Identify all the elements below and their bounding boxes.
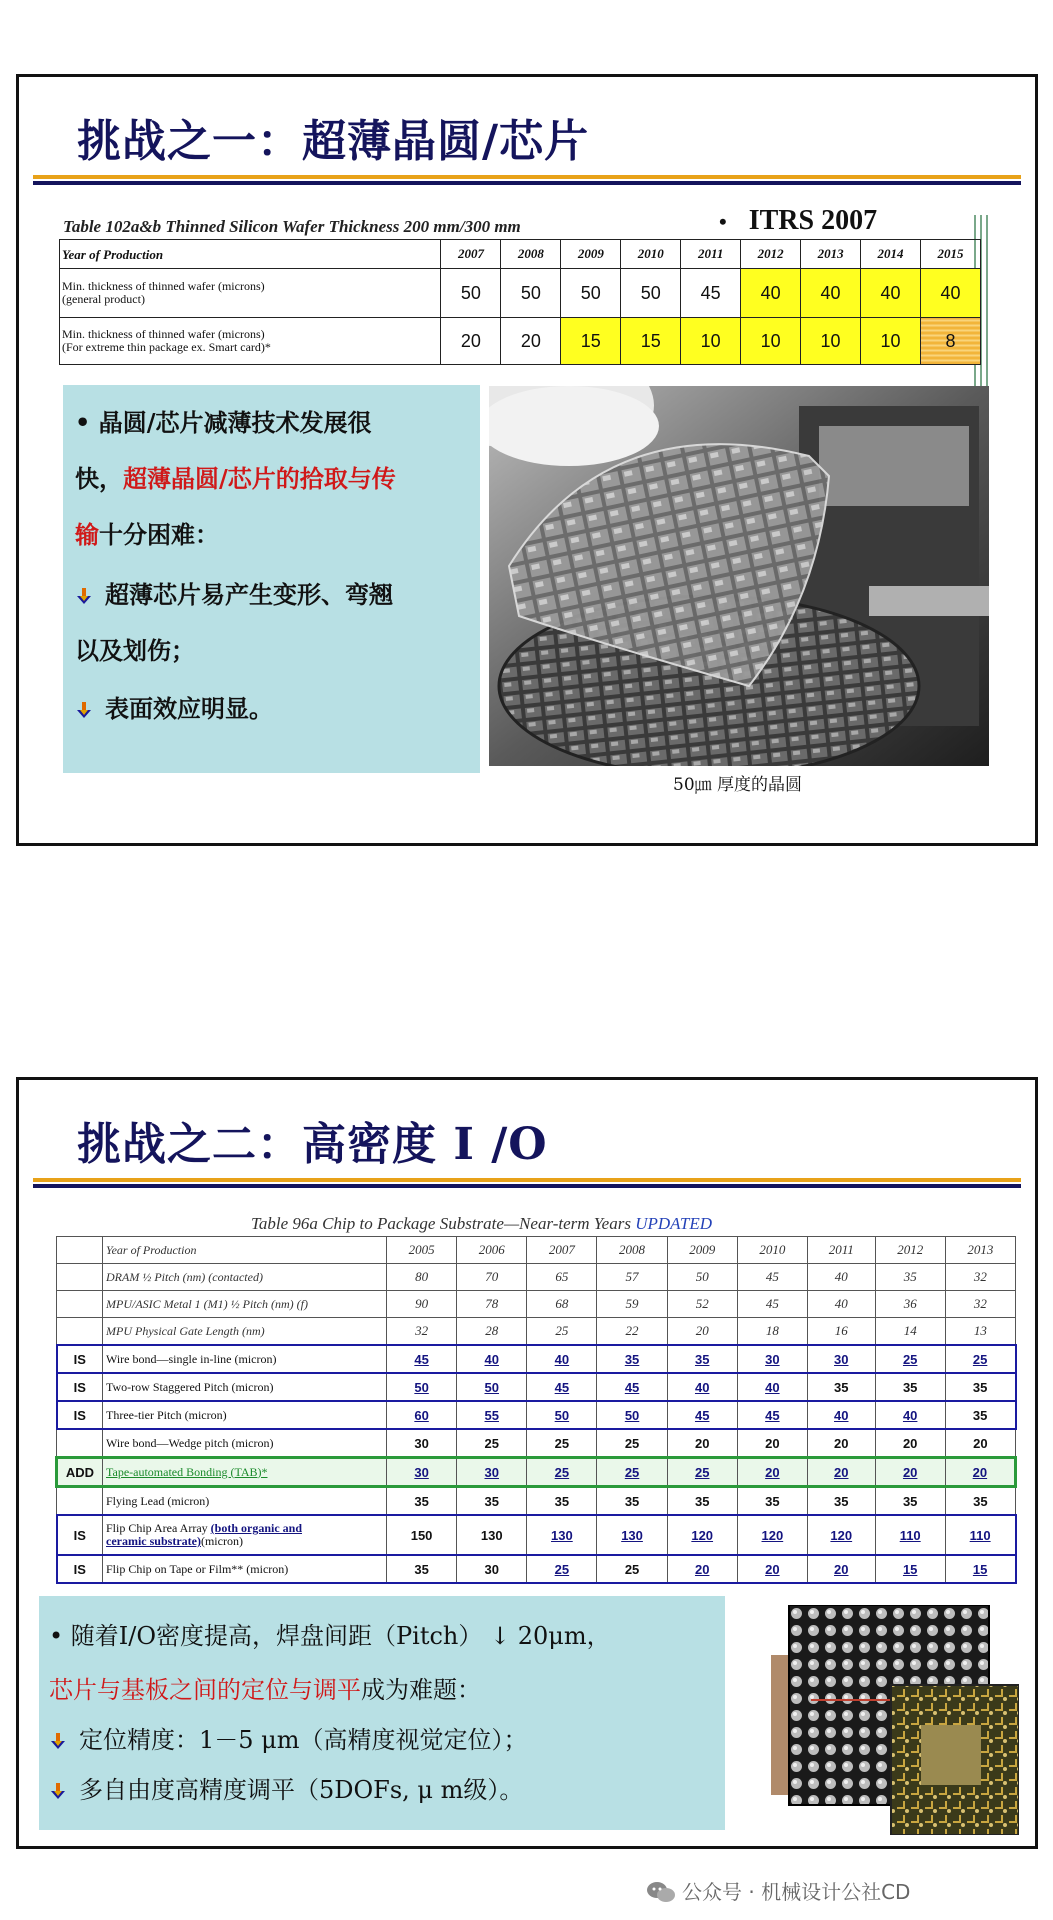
tag-cell: [57, 1318, 103, 1346]
value-cell: 65: [527, 1264, 597, 1291]
year-cell: 2008: [501, 240, 561, 269]
table-row: [57, 1487, 1016, 1516]
value-cell: 25: [527, 1555, 597, 1583]
value-cell: 20: [807, 1458, 875, 1487]
row-label: Three-tier Pitch (micron): [103, 1401, 387, 1429]
year-cell: 2014: [861, 240, 921, 269]
value-cell: 59: [597, 1291, 667, 1318]
value-cell: 35: [667, 1345, 737, 1373]
value-cell: 25: [667, 1458, 737, 1487]
table-row: [57, 1458, 1016, 1487]
table-header-row: [57, 1237, 1016, 1264]
value-cell: 45: [737, 1291, 807, 1318]
text-box: [63, 385, 480, 773]
table-row: [57, 1318, 1016, 1346]
tag-cell: ADD: [57, 1458, 103, 1487]
table-row: [60, 269, 981, 318]
row-label: MPU/ASIC Metal 1 (M1) ½ Pitch (nm) (f): [103, 1291, 387, 1318]
itrs-label: [719, 205, 877, 237]
year-cell: 2008: [597, 1237, 667, 1264]
value-cell: 130: [597, 1515, 667, 1555]
value-cell: 25: [597, 1555, 667, 1583]
body-line: • 晶圆/芯片减薄技术发展很: [75, 408, 372, 437]
value-cell: 13: [945, 1318, 1015, 1346]
value-cell: 40: [807, 1401, 875, 1429]
value-cell: 16: [807, 1318, 875, 1346]
value-cell: 40: [875, 1401, 945, 1429]
value-cell: 45: [597, 1373, 667, 1401]
body-line: 快，超薄晶圆/芯片的拾取与传: [75, 464, 396, 493]
value-cell: 35: [875, 1264, 945, 1291]
value-cell: 35: [527, 1487, 597, 1516]
slide-title: 挑战之一：超薄晶圆/芯片: [77, 116, 590, 167]
year-cell: 2009: [561, 240, 621, 269]
value-cell: 20: [667, 1555, 737, 1583]
value-cell: 68: [527, 1291, 597, 1318]
row-label: Min. thickness of thinned wafer (microns) (general product): [60, 269, 441, 318]
value-cell: 35: [807, 1487, 875, 1516]
value-cell: 20: [501, 318, 561, 365]
body-line: 芯片与基板之间的定位与调平成为难题：: [49, 1676, 481, 1704]
table-row: [60, 318, 981, 365]
value-cell: 130: [457, 1515, 527, 1555]
value-cell: 30: [737, 1345, 807, 1373]
year-cell: 2009: [667, 1237, 737, 1264]
tag-cell: [57, 1237, 103, 1264]
wafer-thickness-table: [59, 239, 981, 365]
value-cell: 40: [920, 269, 980, 318]
slide-title: 挑战之二：高密度 I /O: [77, 1119, 548, 1170]
row-label: Two-row Staggered Pitch (micron): [103, 1373, 387, 1401]
value-cell: 10: [861, 318, 921, 365]
row-label: MPU Physical Gate Length (nm): [103, 1318, 387, 1346]
value-cell: 80: [387, 1264, 457, 1291]
value-cell: 20: [945, 1429, 1015, 1458]
tag-cell: IS: [57, 1401, 103, 1429]
slide-2: [16, 1077, 1038, 1849]
tag-cell: [57, 1429, 103, 1458]
value-cell: 15: [875, 1555, 945, 1583]
value-cell: 30: [457, 1555, 527, 1583]
value-cell: 90: [387, 1291, 457, 1318]
value-cell: 110: [945, 1515, 1015, 1555]
value-cell: 25: [945, 1345, 1015, 1373]
down-arrow-icon: [75, 701, 93, 719]
value-cell: 20: [737, 1458, 807, 1487]
value-cell: 20: [667, 1318, 737, 1346]
tag-cell: [57, 1264, 103, 1291]
body-line: 定位精度：1－5 μm（高精度视觉定位）；: [49, 1720, 528, 1755]
value-cell: 25: [527, 1429, 597, 1458]
value-cell: 40: [801, 269, 861, 318]
title-rule: [33, 1178, 1021, 1190]
down-arrow-icon: [49, 1782, 67, 1800]
row-label: Wire bond—single in-line (micron): [103, 1345, 387, 1373]
table-row: [57, 1264, 1016, 1291]
down-arrow-icon: [49, 1732, 67, 1750]
value-cell: 40: [737, 1373, 807, 1401]
body-line: 多自由度高精度调平（5DOFs, μ m级）。: [49, 1770, 523, 1805]
value-cell: 40: [667, 1373, 737, 1401]
row-label: Flip Chip on Tape or Film** (micron): [103, 1555, 387, 1583]
value-cell: 22: [597, 1318, 667, 1346]
value-cell: 20: [441, 318, 501, 365]
year-cell: 2007: [527, 1237, 597, 1264]
text-box: [39, 1596, 725, 1830]
value-cell: 50: [441, 269, 501, 318]
value-cell: 20: [945, 1458, 1015, 1487]
header-label: Year of Production: [60, 240, 441, 269]
value-cell: 20: [737, 1429, 807, 1458]
table-caption: Table 102a&b Thinned Silicon Wafer Thickness 200 mm/300 mm: [63, 217, 521, 236]
table-caption: Table 96a Chip to Package Substrate—Near-term Years UPDATED: [251, 1214, 713, 1233]
value-cell: 50: [501, 269, 561, 318]
year-cell: 2010: [621, 240, 681, 269]
value-cell: 120: [667, 1515, 737, 1555]
value-cell: 45: [527, 1373, 597, 1401]
value-cell: 50: [597, 1401, 667, 1429]
value-cell: 18: [737, 1318, 807, 1346]
row-label: Flip Chip Area Array (both organic and ceramic substrate)(micron): [103, 1515, 387, 1555]
value-cell: 45: [667, 1401, 737, 1429]
value-cell: 10: [681, 318, 741, 365]
value-cell: 50: [457, 1373, 527, 1401]
year-cell: 2006: [457, 1237, 527, 1264]
year-cell: 2013: [945, 1237, 1015, 1264]
value-cell: 40: [807, 1291, 875, 1318]
value-cell: 35: [457, 1487, 527, 1516]
value-cell: 32: [945, 1264, 1015, 1291]
value-cell: 36: [875, 1291, 945, 1318]
value-cell: 30: [387, 1458, 457, 1487]
value-cell: 50: [561, 269, 621, 318]
value-cell: 20: [875, 1429, 945, 1458]
value-cell: 30: [807, 1345, 875, 1373]
body-line: • 随着I/O密度提高，焊盘间距（Pitch） ↓ 20μm，: [49, 1622, 611, 1650]
value-cell: 20: [737, 1555, 807, 1583]
table-row: [57, 1555, 1016, 1583]
value-cell: 60: [387, 1401, 457, 1429]
value-cell: 120: [807, 1515, 875, 1555]
thin-wafer-photo: [489, 386, 989, 766]
value-cell: 40: [457, 1345, 527, 1373]
value-cell: 10: [801, 318, 861, 365]
row-label: Flying Lead (micron): [103, 1487, 387, 1516]
body-line: 以及划伤；: [75, 636, 195, 665]
value-cell: 40: [527, 1345, 597, 1373]
down-arrow-icon: [75, 587, 93, 605]
value-cell: 25: [597, 1429, 667, 1458]
value-cell: 28: [457, 1318, 527, 1346]
year-cell: 2012: [741, 240, 801, 269]
value-cell: 40: [807, 1264, 875, 1291]
value-cell: 40: [741, 269, 801, 318]
value-cell: 8: [920, 318, 980, 365]
value-cell: 35: [875, 1373, 945, 1401]
value-cell: 45: [737, 1264, 807, 1291]
tag-cell: [57, 1291, 103, 1318]
table-row: [57, 1515, 1016, 1555]
substrate-pitch-table: [55, 1236, 1017, 1584]
slide-1: [16, 74, 1038, 846]
body-line: 输十分困难：: [75, 520, 219, 549]
value-cell: 25: [527, 1458, 597, 1487]
value-cell: 50: [387, 1373, 457, 1401]
value-cell: 45: [387, 1345, 457, 1373]
body-line: 表面效应明显。: [75, 689, 273, 724]
value-cell: 120: [737, 1515, 807, 1555]
value-cell: 50: [667, 1264, 737, 1291]
value-cell: 35: [945, 1401, 1015, 1429]
title-rule: [33, 175, 1021, 187]
value-cell: 25: [597, 1458, 667, 1487]
value-cell: 30: [457, 1458, 527, 1487]
tag-cell: IS: [57, 1345, 103, 1373]
value-cell: 50: [621, 269, 681, 318]
value-cell: 70: [457, 1264, 527, 1291]
value-cell: 20: [667, 1429, 737, 1458]
table-row: [57, 1373, 1016, 1401]
bga-package-photo: [771, 1605, 1019, 1835]
header-label: Year of Production: [103, 1237, 387, 1264]
watermark: 公众号 · 机械设计公社CD: [646, 1876, 910, 1905]
value-cell: 110: [875, 1515, 945, 1555]
year-cell: 2012: [875, 1237, 945, 1264]
year-cell: 2010: [737, 1237, 807, 1264]
value-cell: 150: [387, 1515, 457, 1555]
value-cell: 55: [457, 1401, 527, 1429]
row-label: Tape-automated Bonding (TAB)*: [103, 1458, 387, 1487]
value-cell: 30: [387, 1429, 457, 1458]
table-header-row: [60, 240, 981, 269]
year-cell: 2011: [681, 240, 741, 269]
value-cell: 14: [875, 1318, 945, 1346]
value-cell: 32: [945, 1291, 1015, 1318]
value-cell: 52: [667, 1291, 737, 1318]
wechat-icon: [646, 1881, 676, 1903]
table-row: [57, 1401, 1016, 1429]
value-cell: 35: [597, 1345, 667, 1373]
tag-cell: IS: [57, 1555, 103, 1583]
tag-cell: [57, 1487, 103, 1516]
tag-cell: IS: [57, 1373, 103, 1401]
year-cell: 2015: [920, 240, 980, 269]
year-cell: 2005: [387, 1237, 457, 1264]
value-cell: 50: [527, 1401, 597, 1429]
year-cell: 2013: [801, 240, 861, 269]
year-cell: 2011: [807, 1237, 875, 1264]
value-cell: 35: [667, 1487, 737, 1516]
value-cell: 15: [561, 318, 621, 365]
table-row: [57, 1291, 1016, 1318]
value-cell: 10: [741, 318, 801, 365]
value-cell: 45: [681, 269, 741, 318]
value-cell: 15: [945, 1555, 1015, 1583]
value-cell: 25: [875, 1345, 945, 1373]
value-cell: 20: [807, 1555, 875, 1583]
bullet-dot: •: [719, 209, 727, 234]
table-row: [57, 1429, 1016, 1458]
itrs-text: ITRS 2007: [748, 205, 878, 236]
value-cell: 35: [737, 1487, 807, 1516]
value-cell: 32: [387, 1318, 457, 1346]
value-cell: 35: [597, 1487, 667, 1516]
value-cell: 57: [597, 1264, 667, 1291]
value-cell: 25: [457, 1429, 527, 1458]
value-cell: 35: [387, 1487, 457, 1516]
value-cell: 35: [945, 1373, 1015, 1401]
value-cell: 15: [621, 318, 681, 365]
value-cell: 20: [875, 1458, 945, 1487]
value-cell: 40: [861, 269, 921, 318]
value-cell: 35: [807, 1373, 875, 1401]
value-cell: 20: [807, 1429, 875, 1458]
row-label: Min. thickness of thinned wafer (microns) (For extreme thin package ex. Smart card)*: [60, 318, 441, 365]
value-cell: 35: [875, 1487, 945, 1516]
value-cell: 35: [387, 1555, 457, 1583]
row-label: Wire bond—Wedge pitch (micron): [103, 1429, 387, 1458]
value-cell: 45: [737, 1401, 807, 1429]
value-cell: 130: [527, 1515, 597, 1555]
table-row: [57, 1345, 1016, 1373]
body-line: 超薄芯片易产生变形、弯翘: [75, 575, 393, 610]
value-cell: 35: [945, 1487, 1015, 1516]
row-label: DRAM ½ Pitch (nm) (contacted): [103, 1264, 387, 1291]
year-cell: 2007: [441, 240, 501, 269]
value-cell: 25: [527, 1318, 597, 1346]
value-cell: 78: [457, 1291, 527, 1318]
tag-cell: IS: [57, 1515, 103, 1555]
photo-caption: 50㎛ 厚度的晶圆: [673, 775, 803, 795]
